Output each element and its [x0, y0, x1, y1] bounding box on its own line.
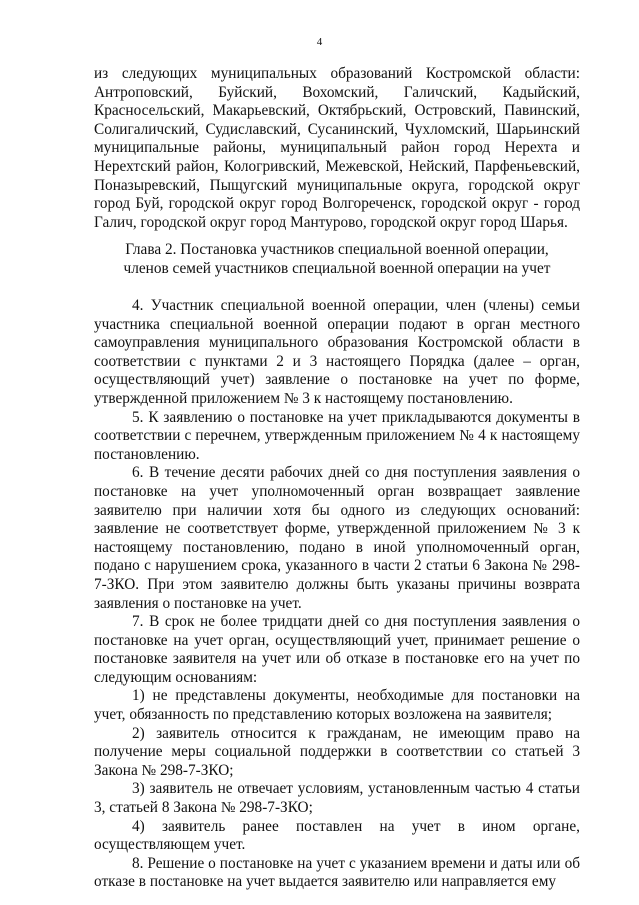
paragraph-7-item-2: 2) заявитель относится к гражданам, не имеющим право на получение меры социальной поддержки в соответствии со статьей 3 Закона № 298-7-ЗКО; [94, 724, 580, 779]
paragraph-7-item-4: 4) заявитель ранее поставлен на учет в ином органе, осуществляющем учет. [94, 817, 580, 854]
chapter-heading [94, 240, 580, 278]
paragraph-8: 8. Решение о постановке на учет с указанием времени и даты или об отказе в постановке на учет выдается заявителю или направляется ему [94, 854, 580, 891]
chapter-heading-line-1: Глава 2. Постановка участников специальной военной операции, [125, 241, 549, 258]
paragraph-5: 5. К заявлению о постановке на учет прикладываются документы в соответствии с перечнем, утвержденным приложением № 4 к настоящему постановлению. [94, 408, 580, 463]
chapter-heading-line-2: членов семей участников специальной военной операции на учет [123, 260, 551, 277]
page-number: 4 [316, 36, 323, 48]
paragraph-7-item-3: 3) заявитель не отвечает условиям, установленным частью 4 статьи 3, статьей 8 Закона № 298-7-ЗКО; [94, 780, 580, 817]
paragraph-7: 7. В срок не более тридцати дней со дня поступления заявления о постановке на учет орган, осуществляющий учет, принимает решение о постановке заявителя на учет или об отказе в постановке его на учет по следующим основаниям: [94, 613, 580, 686]
chapter-content [94, 297, 580, 892]
intro-paragraph: из следующих муниципальных образований Костромской области: Антроповский, Буйский, Вохомский, Галичский, Кадыйский, Красносельский, Макарьевский, Октябрьский, Островский, Павинский, Солигаличский, Судиславский, Сусанинский, Чухломский, Шарьинский муниципальные районы, муниципальный район город Нерехта и Нерехтский район, Кологривский, Межевской, Нейский, Парфеньевский, Поназыревский, Пыщугский муниципальные округа, городской округ город Буй, городской округ город Волгореченск, городской округ - город Галич, городской округ город Мантурово, городской округ город Шарья. [94, 65, 580, 231]
intro-paragraph-block [94, 65, 580, 232]
paragraph-4: 4. Участник специальной военной операции, член (члены) семьи участника специальной военной операции подают в орган местного самоуправления муниципального образования Костромской области в соответствии с пунктами 2 и 3 настоящего Порядка (далее – орган, осуществляющий учет) заявление о постановке на учет по форме, утвержденной приложением № 3 к настоящему постановлению. [94, 297, 580, 407]
paragraph-6: 6. В течение десяти рабочих дней со дня поступления заявления о постановке на учет уполномоченный орган возвращает заявление заявителю при наличии хотя бы одного из следующих оснований: заявление не соответствует форме, утвержденной приложением № 3 к настоящему постановлению, подано в иной уполномоченный орган, подано с нарушением срока, указанного в части 2 статьи 6 Закона № 298-7-ЗКО. При этом заявителю должны быть указаны причины возврата заявления о постановке на учет. [94, 464, 580, 612]
paragraph-7-item-1: 1) не представлены документы, необходимые для постановки на учет, обязанность по представлению которых возложена на заявителя; [94, 687, 580, 724]
